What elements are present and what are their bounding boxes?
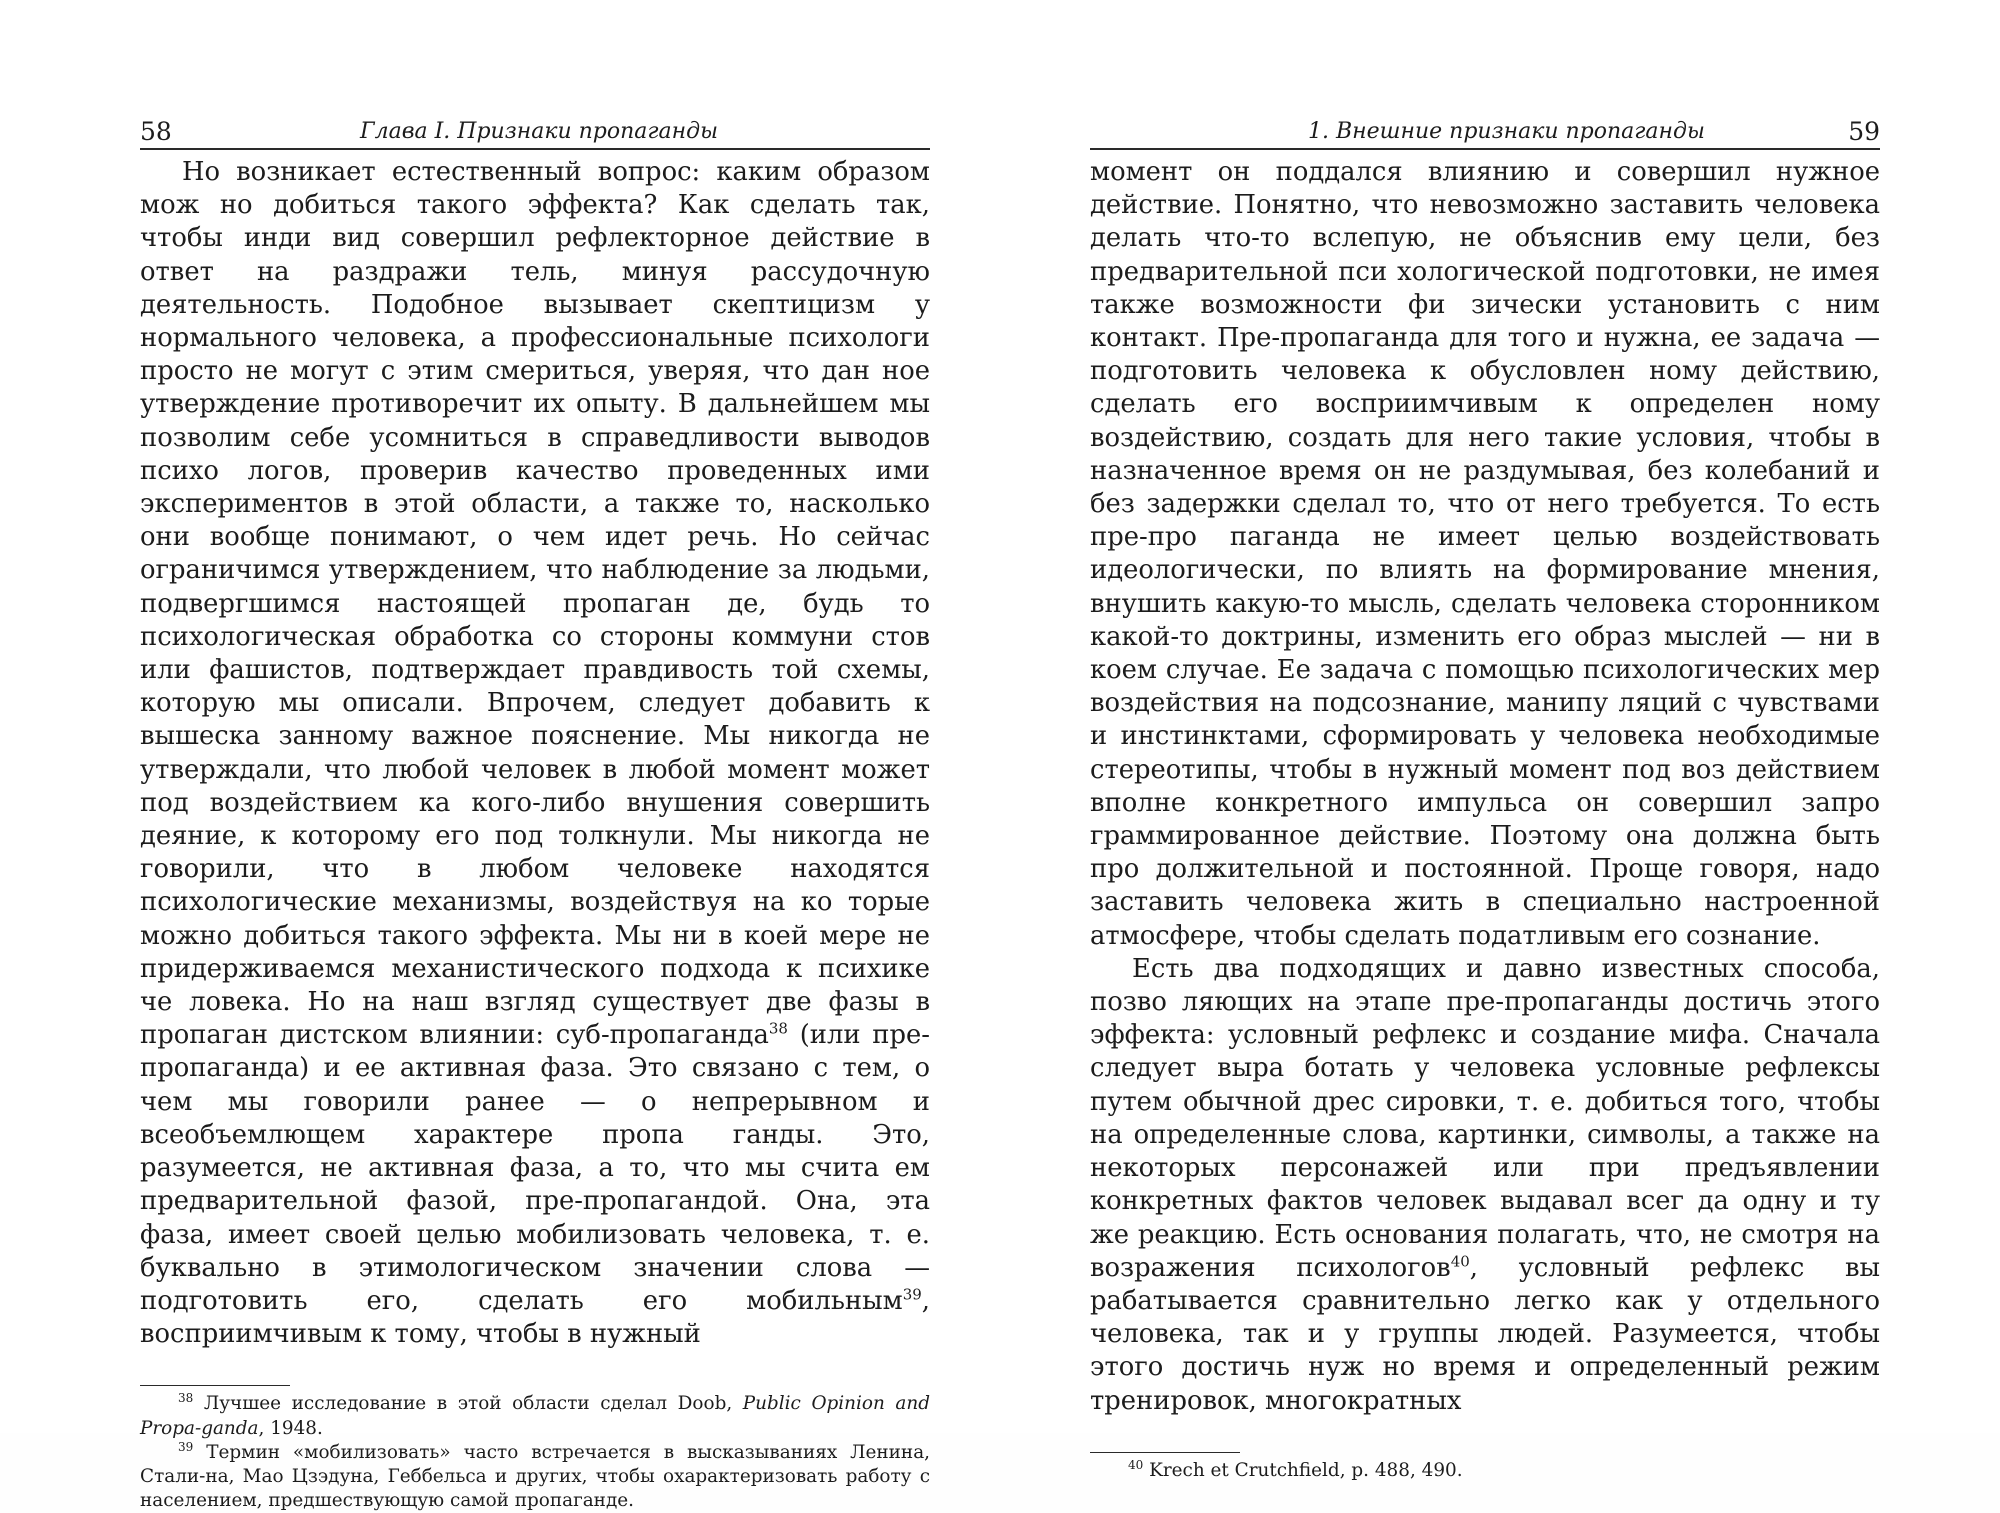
- text-line: стов или фашистов, подтверждает правдивость той схемы,: [140, 621, 930, 686]
- text-line: имеет своей целью мобилизовать человека, т. е. буквально в: [140, 1219, 931, 1283]
- text-line: сировки, т. е. добиться того, чтобы на определенные слова,: [1090, 1086, 1881, 1150]
- running-head-right: [1090, 112, 1880, 150]
- text-line: ляющих на этапе пре-пропаганды достичь этого эффекта:: [1090, 987, 1880, 1051]
- footnote-text: Лучшее исследование в этой области сделал Doob,: [193, 1393, 743, 1415]
- text-line: смотря на возражения психологов: [1090, 1219, 1880, 1283]
- footnote-title-italic: Public Opinion and Propa-ganda: [140, 1393, 930, 1439]
- body-text-right: [1090, 156, 1880, 1418]
- text-line: де, будь то психологическая обработка со стороны коммуни: [140, 588, 930, 652]
- footnote-text: , 1948.: [258, 1417, 323, 1439]
- text-line: сделать податливым его сознание.: [1344, 920, 1821, 951]
- footnotes-right: [1090, 1459, 1880, 1483]
- text-line: рабатывается сравнительно легко как у отдельного человека,: [1090, 1285, 1880, 1350]
- text-line: , восприимчивым к тому, чтобы в нужный: [140, 1285, 930, 1350]
- text-line: не придерживаемся механистического подхода к психике че: [140, 920, 930, 1018]
- footnote-38: [140, 1392, 930, 1440]
- text-line: (или пре-пропаганда): [140, 1020, 931, 1084]
- running-head-left: [140, 112, 930, 150]
- footnote-ref-39[interactable]: 39: [902, 1285, 922, 1304]
- footnote-mark: 40: [1128, 1457, 1144, 1472]
- paragraph-left: [140, 156, 930, 1351]
- text-line: торые можно добиться такого эффекта. Мы ни в коей мере: [140, 887, 930, 951]
- paragraph-continued: [1090, 156, 1880, 953]
- text-line: его образ мыслей — ни в коем случае. Ее задача с помощью: [1090, 621, 1880, 686]
- text-line: позволим себе усомниться в справедливости выводов психо: [140, 422, 930, 486]
- text-line: действием вполне конкретного импульса он совершил запро: [1090, 754, 1880, 818]
- running-title-right: 1. Внешние признаки пропаганды: [1308, 119, 1705, 144]
- text-line: назначенное время он не раздумывая, без колебаний и без: [1090, 455, 1880, 520]
- footnote-ref-38[interactable]: 38: [768, 1019, 788, 1038]
- footnote-40: [1090, 1459, 1880, 1483]
- text-line: кого-либо внушения совершить деяние, к которому его под: [140, 787, 931, 852]
- footnote-39: [140, 1441, 930, 1513]
- text-line: ботать у человека условные рефлексы путем обычной дрес: [1090, 1053, 1880, 1117]
- text-line: но время и определенный режим тренировок, многократных: [1090, 1352, 1880, 1416]
- text-line: ем предварительной фазой, пре-пропагандой. Она, эта фаза,: [140, 1153, 930, 1250]
- body-text-left: [140, 156, 930, 1351]
- text-line: которую мы описали. Впрочем, следует добавить к вышеска: [140, 688, 930, 752]
- text-line: ному действию, сделать его восприимчивым к определен: [1090, 356, 1881, 420]
- text-line: ловека. Но на наш взгляд существует две фазы в пропаган: [140, 987, 931, 1051]
- text-line: Понятно, что невозможно заставить человека делать что-то: [1090, 190, 1880, 254]
- text-line: влиять на формирование мнения, внушить какую-то мысль,: [1090, 555, 1881, 619]
- running-title-left: Глава I. Признаки пропаганды: [360, 119, 718, 144]
- text-line: ному воздействию, создать для него такие условия, чтобы в: [1090, 389, 1881, 453]
- page-number-left: 58: [140, 117, 172, 146]
- text-line: логов, проверив качество проведенных ими экспериментов в: [140, 455, 930, 520]
- text-line: Есть два подходящих и давно известных способа, позво: [1090, 953, 1880, 1018]
- text-line: ляций с чувствами и инстинктами, сформировать у человека: [1090, 688, 1880, 752]
- text-line: находятся психологические механизмы, воздействуя на ко: [140, 854, 930, 918]
- text-line: занному важное пояснение. Мы никогда не утверждали, что: [140, 721, 930, 785]
- text-line: человека жить в специально настроенной атмосфере, чтобы: [1090, 887, 1880, 951]
- text-line: паганда не имеет целью воздействовать идеологически, по: [1090, 522, 1880, 586]
- page-number-right: 59: [1848, 117, 1880, 146]
- text-line: скептицизм у нормального человека, а профессиональные: [140, 289, 931, 354]
- text-line: толкнули. Мы никогда не говорили, что в любом человеке: [140, 821, 930, 885]
- text-line: и ее активная фаза. Это связано с тем, о чем мы говорили: [140, 1053, 930, 1117]
- footnote-mark: 38: [178, 1391, 194, 1406]
- text-line: любой человек в любой момент может под воздействием ка: [140, 754, 930, 818]
- text-line: задержки сделал то, что от него требуется. То есть пре-про: [1090, 489, 1880, 553]
- footnote-text: Термин «мобилизовать» часто встречается в высказываниях Ленина, Стали-на, Мао Цзэдуна, Геббельса и других, чтобы охарактеризовать работу с населением, предшествующую самой пропаганде.: [140, 1441, 930, 1512]
- text-line: но добиться такого эффекта? Как сделать так, чтобы инди: [140, 190, 930, 254]
- text-line: его мобильным: [642, 1285, 903, 1316]
- footnote-mark: 39: [178, 1439, 194, 1454]
- right-page: [1090, 112, 1880, 1483]
- text-line: этимологическом значении слова — подготовить его, сделать: [140, 1252, 930, 1316]
- text-line: ганды. Это, разумеется, не активная фаза, а то, что мы счита: [140, 1119, 931, 1184]
- text-line: так и у группы людей. Разумеется, чтобы этого достичь нуж: [1090, 1319, 1881, 1383]
- text-line: зически установить с ним контакт. Пре-пропаганда для того: [1090, 289, 1880, 354]
- footnote-ref-40[interactable]: 40: [1450, 1252, 1470, 1271]
- text-line: о чем идет речь. Но сейчас ограничимся утверждением, что: [140, 522, 931, 586]
- text-line: момент он поддался влиянию и совершил нужное действие.: [1090, 157, 1880, 221]
- text-line: вслепую, не объяснив ему цели, без предварительной пси: [1090, 223, 1880, 287]
- left-page: [140, 112, 930, 1513]
- paragraph-two: [1090, 953, 1880, 1418]
- text-line: должительной и постоянной. Проще говоря, надо заставить: [1090, 854, 1880, 918]
- text-line: наблюдение за людьми, подвергшимся настоящей пропаган: [140, 555, 930, 619]
- footnotes-left: [140, 1392, 930, 1513]
- text-line: дистском влиянии: суб-пропаганда: [279, 1020, 769, 1051]
- text-line: ранее — о непрерывном и всеобъемлющем характере пропа: [140, 1086, 930, 1150]
- text-line: да одну и ту же реакцию. Есть основания полагать, что, не: [1090, 1186, 1881, 1250]
- text-line: этой области, а также то, насколько они вообще понимают,: [140, 489, 930, 553]
- text-line: психологи просто не могут с этим смериться, уверяя, что дан: [140, 323, 930, 387]
- text-line: хологической подготовки, не имея также возможности фи: [1090, 256, 1880, 320]
- text-line: вид совершил рефлекторное действие в ответ на раздражи: [140, 223, 930, 287]
- text-line: необходимые стереотипы, чтобы в нужный момент под воз: [1090, 721, 1880, 785]
- text-line: тель, минуя рассудочную деятельность. Подобное вызывает: [140, 256, 930, 320]
- text-line: условный рефлекс и создание мифа. Сначала следует выра: [1090, 1020, 1881, 1084]
- text-line: и нужна, ее задача — подготовить человека к обусловлен: [1090, 323, 1880, 387]
- text-line: , условный рефлекс вы: [1469, 1252, 1881, 1283]
- text-line: психологических мер воздействия на подсознание, манипу: [1090, 655, 1880, 719]
- text-line: сделать человека сторонником какой-то доктрины, изменить: [1090, 588, 1880, 652]
- text-line: граммированное действие. Поэтому она должна быть про: [1090, 821, 1880, 885]
- text-line: ное утверждение противоречит их опыту. В дальнейшем мы: [140, 356, 930, 420]
- footnote-text: Krech et Crutchfield, p. 488, 490.: [1143, 1459, 1463, 1481]
- text-line: Но возникает естественный вопрос: каким образом мож: [140, 157, 930, 221]
- text-line: картинки, символы, а также на некоторых персонажей или: [1090, 1119, 1880, 1184]
- text-line: при предъявлении конкретных фактов человек выдавал всег: [1090, 1153, 1880, 1217]
